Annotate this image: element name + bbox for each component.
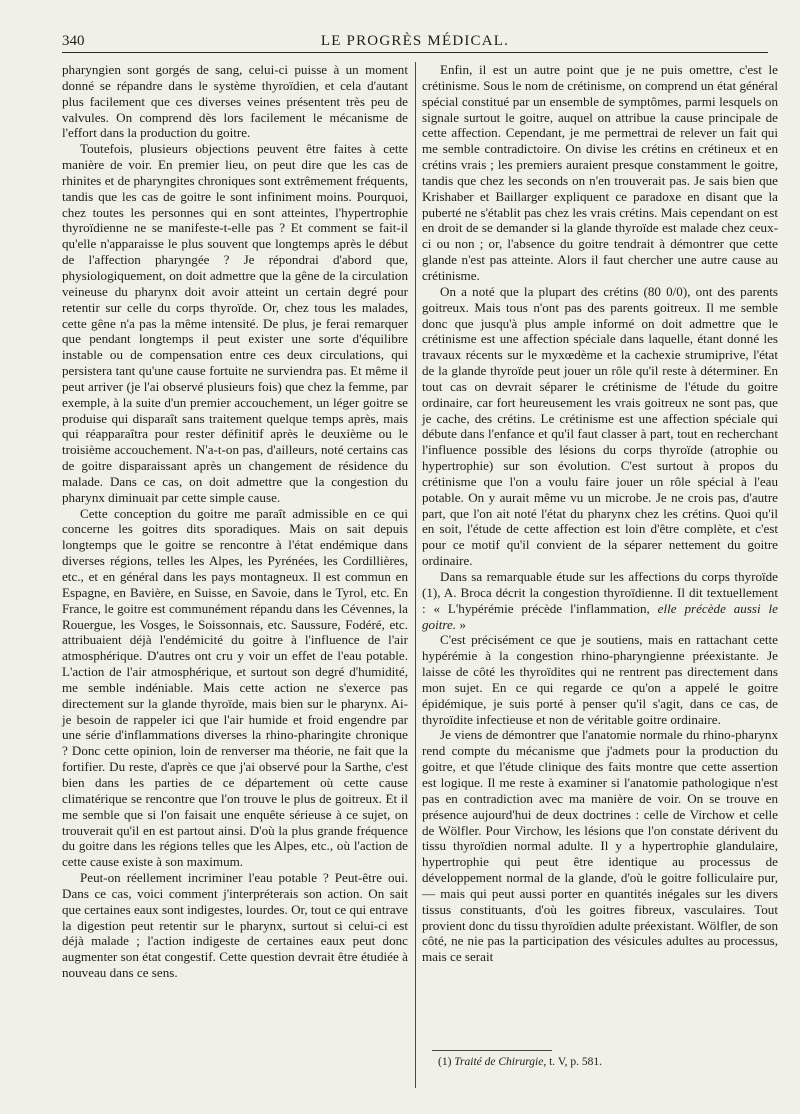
column-divider — [415, 62, 416, 1088]
footnote — [438, 1056, 602, 1068]
left-column — [62, 62, 408, 981]
paragraph: On a noté que la plupart des crétins (80 0/0), ont des parents goitreux. Mais tous n'ont pas des parents goitreux. Il me semble donc que jusqu'à plus ample informé on doit admettre que le crétinisme est une affection spéciale dans laquelle, étant donné les travaux récents sur le myxœdème et la cachexie strumiprive, l'état de la glande thyroïde peut jouer un rôle qu'il reste à déterminer. En tout cas on devrait séparer le crétinisme de l'étude du goitre ordinaire, car fort heureusement les vrais goitreux ne sont pas, que je cache, des crétins. Le crétinisme est une affection spéciale qui débute dans l'enfance et qu'il faut classer à part, tout en recherchant l'influence possible des lésions du corps thyroïde (atrophie ou hypertrophie) sur son évolution. C'est surtout à propos du crétinisme que l'on a voulu faire jouer un rôle spécial à l'eau potable. On y aurait même vu un microbe. Je ne crois pas, d'autre part, que l'on ait noté l'état du pharynx chez les crétins. Quoi qu'il en soit, l'étude de cette affection est loin d'être complète, et c'est pour ce motif qu'il convient de la séparer nettement du goitre ordinaire. — [422, 283, 778, 569]
page-number: 340 — [62, 33, 85, 49]
paragraph: C'est précisément ce que je soutiens, mais en rattachant cette hypérémie à la congestion rhino-pharyngienne préexistante. Je laisse de côté les thyroïdites qui ne rentrent pas directement dans mon sujet. En ce qui regarde ce qu'on a appelé le goitre épidémique, je suis porté à penser qu'il s'agit, dans ce cas, de thyroïdite infectieuse et non de véritable goitre ordinaire. — [422, 632, 778, 727]
paragraph — [422, 569, 778, 632]
paragraph-text: Dans sa remarquable étude sur les affections du corps thyroïde (1), A. Broca décrit la congestion thyroïdienne. Il dit textuellement : « L'hypérémie précède l'inflammation, — [422, 569, 778, 616]
italic-quote: elle précède aussi le goitre. — [422, 600, 778, 632]
footnote-marker: (1) — [438, 1056, 452, 1068]
paragraph: Peut-on réellement incriminer l'eau potable ? Peut-être oui. Dans ce cas, voici comment j'interpréterais son action. On sait que certaines eaux sont indigestes, lourdes. Or, tout ce qui entrave la digestion peut retentir sur le pharynx, surtout si celui-ci est déjà malade ; l'action indigeste de certaines eaux peut donc augmenter son état congestif. Cette question devrait être étudiée à nouveau dans ce sens. — [62, 870, 408, 981]
paragraph: Toutefois, plusieurs objections peuvent être faites à cette manière de voir. En premier lieu, on peut dire que les cas de rhinites et de pharyngites chroniques sont extrêmement fréquents, tandis que les cas de goitre le sont infiniment moins. Pourquoi, chez toutes les personnes qui en sont atteintes, l'hypertrophie thyroïdienne ne se manifeste-t-elle pas ? Et comment se fait-il qu'elle n'apparaisse le plus souvent que longtemps après le début de l'affection pharyngée ? Je répondrai d'abord que, physiologiquement, on doit admettre que la gêne de la circulation veineuse du pharynx doit avoir atteint un certain degré pour retentir sur celle du corps thyroïde. Or, chez tous les malades, cette gêne n'a pas la même intensité. De plus, je ferai remarquer que pendant longtemps il peut exister une sorte d'équilibre instable ou de compensation entre ces deux circulations, qui persistera tant qu'une cause fortuite ne surviendra pas. Et même il peut arriver (je l'ai observé plusieurs fois) que chez la femme, par exemple, à la suite d'un premier accouchement, un léger goitre se produise qui disparaît sans traitement quelque temps après, mais qui réapparaîtra pour rester définitif après le deuxième ou le troisième accouchement. N'a-t-on pas, d'ailleurs, noté certains cas de goitre disparaissant après un changement de résidence du malade. Dans ce cas, on doit admettre que la congestion du pharynx diminuait par cette simple cause. — [62, 141, 408, 505]
right-column — [422, 62, 778, 965]
footnote-title: Traité de Chirurgie — [454, 1056, 544, 1068]
paragraph: Enfin, il est un autre point que je ne puis omettre, c'est le crétinisme. Sous le nom de crétinisme, on comprend un état général spécial constitué par un ensemble de symptômes, parmi lesquels on signale surtout le goitre, auquel on attribue la cause principale de cette affection. Cependant, je me permettrai de relever un fait qui me semble contradictoire. On divise les crétins en crétineux et en crétins vrais ; les premiers auraient presque constamment le goitre, tandis que chez les seconds on n'en trouverait pas. Je sais bien que Krishaber et Baillarger expliquent ce paradoxe en disant que la puberté ne s'établit pas chez les vrais crétins. Mais cependant on est en droit de se demander si la glande thyroïde est malade chez ceux-ci ou non ; or, l'absence du goitre tendrait à démontrer que cette glande n'est pas atteinte. Alors il faut chercher une autre cause au crétinisme. — [422, 62, 778, 283]
footnote-reference: , t. V, p. 581. — [543, 1056, 603, 1068]
page-header — [62, 30, 768, 53]
paragraph: Je viens de démontrer que l'anatomie normale du rhino-pharynx rend compte du mécanisme que j'admets pour la production du goitre, et que l'étude clinique des faits montre que cette assertion est logique. Il me reste à examiner si l'anatomie pathologique n'est pas en contradiction avec ma manière de voir. On se trouve en présence aujourd'hui de deux doctrines : celle de Virchow et celle de Wölfler. Pour Virchow, les lésions que l'on constate dérivent du tissu thyroïdien normal adulte. Il y a hypertrophie glandulaire, hypertrophie qui peut être identique au processus de développement normal de la glande, d'où le goitre folliculaire pur, — mais qui peut aussi porter en quantités inégales sur les divers tissus constituants, d'où les goitres fibreux, vasculaires. Tout provient donc du tissu thyroïdien adulte préexistant. Wölfler, de son côté, ne nie pas la participation des vésicules adultes au processus, mais ce serait — [422, 727, 778, 965]
quote-close: » — [459, 616, 466, 632]
paragraph: pharyngien sont gorgés de sang, celui-ci puisse à un moment donné se répandre dans le système thyroïdien, et cela d'autant plus facilement que ces diverses veines présentent très peu de valvules. On comprend dès lors facilement le mécanisme de l'effort dans la production du goitre. — [62, 62, 408, 141]
footnote-divider — [432, 1050, 552, 1051]
running-title: LE PROGRÈS MÉDICAL. — [320, 33, 510, 49]
paragraph: Cette conception du goitre me paraît admissible en ce qui concerne les goitres dits sporadiques. Mais on sait depuis longtemps que le goitre se rencontre à l'état endémique dans diverses régions, telles les Alpes, les Pyrénées, les Cordillières, etc., et en général dans les pays montagneux. Il est commun en Espagne, en Bavière, en Suisse, en Savoie, dans le Tyrol, etc. En France, le goitre est communément répandu dans les Cévennes, la Rouergue, les Vosges, le Soissonnais, etc. Saussure, Fodéré, etc. attribuaient déjà l'endémicité du goitre à l'influence de l'air atmosphérique. D'autres ont cru y voir un effet de l'eau potable. L'action de l'air atmosphérique, et surtout son degré d'humidité, me semble indéniable. Mais cette action ne s'exerce pas directement sur la glande thyroïde, mais bien sur le pharynx. Ai-je besoin de rappeler ici que l'air humide et froid engendre par une série d'inflammations diverses la rhino-pharingite chronique ? Donc cette opinion, loin de renverser ma théorie, ne fait que la fortifier. Du reste, d'après ce que j'ai observé pour la Sarthe, c'est bien dans les parties de ce département où cette cause climatérique se rencontre que l'on trouve le plus de goitreux. Et il me semble que si l'on faisait une enquête sérieuse à ce sujet, on trouverait qu'il en est partout ainsi. D'où la plus grande fréquence du goitre dans les régions telles que les Alpes, etc., où l'action de cette cause existe à son maximum. — [62, 505, 408, 870]
